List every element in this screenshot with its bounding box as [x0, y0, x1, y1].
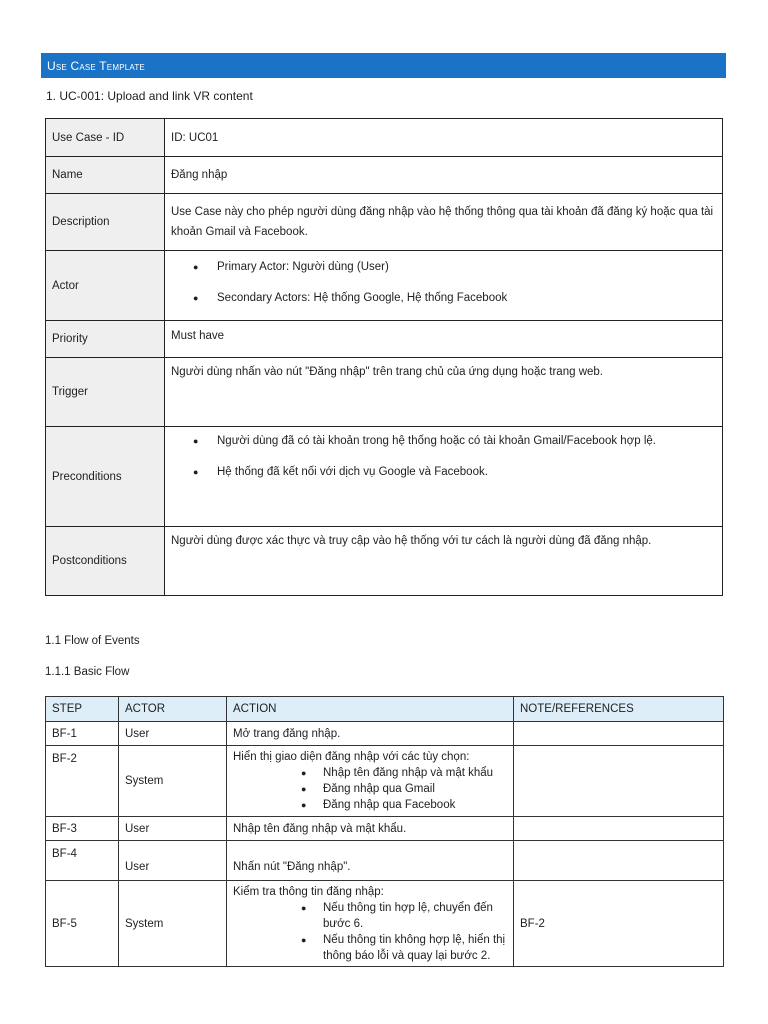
- step-cell: BF-5: [46, 881, 119, 967]
- table-row: [46, 321, 723, 358]
- note-cell: [514, 817, 724, 841]
- list-item: ● Nhập tên đăng nhập và mật khẩu: [323, 765, 507, 781]
- note-cell: BF-2: [514, 881, 724, 967]
- action-text: Hiển thị giao diện đăng nhập với các tùy chọn:: [233, 751, 470, 763]
- step-cell: BF-2: [46, 746, 119, 817]
- section-banner: Use Case Template: [41, 53, 726, 78]
- list-item: ● Nếu thông tin hợp lệ, chuyển đến bước 6.: [323, 900, 507, 932]
- table-header-row: [46, 697, 724, 722]
- action-cell: Nhập tên đăng nhập và mật khẩu.: [227, 817, 514, 841]
- table-row: [46, 119, 723, 157]
- description-label: Description: [46, 194, 165, 251]
- table-row: [46, 527, 723, 596]
- note-cell: [514, 841, 724, 881]
- actor-value: [165, 251, 723, 321]
- priority-value: Must have: [165, 321, 723, 358]
- note-cell: [514, 722, 724, 746]
- actor-cell: User: [119, 817, 227, 841]
- actor-label: Actor: [46, 251, 165, 321]
- priority-label: Priority: [46, 321, 165, 358]
- header-action: ACTION: [227, 697, 514, 722]
- action-cell: Nhấn nút "Đăng nhập".: [227, 841, 514, 881]
- table-row: [46, 251, 723, 321]
- table-row: [46, 358, 723, 427]
- list-item: ● Nếu thông tin không hợp lệ, hiển thị thông báo lỗi và quay lại bước 2.: [323, 932, 507, 964]
- header-actor: ACTOR: [119, 697, 227, 722]
- action-cell: [227, 746, 514, 817]
- action-cell: Mở trang đăng nhập.: [227, 722, 514, 746]
- trigger-label: Trigger: [46, 358, 165, 427]
- trigger-value: Người dùng nhấn vào nút "Đăng nhập" trên trang chủ của ứng dụng hoặc trang web.: [165, 358, 723, 427]
- table-row: [46, 881, 724, 967]
- list-item: ● Primary Actor: Người dùng (User): [217, 257, 716, 277]
- actor-cell: User: [119, 841, 227, 881]
- basic-flow-table: [45, 696, 724, 967]
- list-item: ● Secondary Actors: Hệ thống Google, Hệ thống Facebook: [217, 288, 716, 308]
- name-label: Name: [46, 157, 165, 194]
- note-cell: [514, 746, 724, 817]
- flow-of-events-heading: 1.1 Flow of Events: [45, 635, 140, 647]
- table-row: [46, 427, 723, 527]
- name-value: Đăng nhập: [165, 157, 723, 194]
- step-cell: BF-3: [46, 817, 119, 841]
- table-row: [46, 194, 723, 251]
- id-value: ID: UC01: [165, 119, 723, 157]
- actor-cell: System: [119, 746, 227, 817]
- table-row: [46, 746, 724, 817]
- postconditions-label: Postconditions: [46, 527, 165, 596]
- description-value: Use Case này cho phép người dùng đăng nhập vào hệ thống thông qua tài khoản đã đăng ký hoặc qua tài khoản Gmail và Facebook.: [165, 194, 723, 251]
- preconditions-label: Preconditions: [46, 427, 165, 527]
- basic-flow-heading: 1.1.1 Basic Flow: [45, 666, 130, 678]
- table-row: [46, 722, 724, 746]
- preconditions-value: [165, 427, 723, 527]
- id-label: Use Case - ID: [46, 119, 165, 157]
- actor-cell: User: [119, 722, 227, 746]
- step-cell: BF-4: [46, 841, 119, 881]
- action-cell: [227, 881, 514, 967]
- list-item: ● Người dùng đã có tài khoản trong hệ thống hoặc có tài khoản Gmail/Facebook hợp lệ.: [217, 431, 716, 451]
- header-note: NOTE/REFERENCES: [514, 697, 724, 722]
- action-text: Kiểm tra thông tin đăng nhập:: [233, 885, 384, 898]
- use-case-table: [45, 118, 723, 596]
- list-item: ● Đăng nhập qua Gmail: [323, 781, 507, 797]
- header-step: STEP: [46, 697, 119, 722]
- postconditions-value: Người dùng được xác thực và truy cập vào hệ thống với tư cách là người dùng đã đăng nhập.: [165, 527, 723, 596]
- table-row: [46, 817, 724, 841]
- list-item: ● Đăng nhập qua Facebook: [323, 797, 507, 813]
- use-case-heading: 1. UC-001: Upload and link VR content: [46, 89, 253, 103]
- table-row: [46, 157, 723, 194]
- list-item: ● Hệ thống đã kết nối với dịch vụ Google và Facebook.: [217, 462, 716, 482]
- actor-cell: System: [119, 881, 227, 967]
- table-row: [46, 841, 724, 881]
- step-cell: BF-1: [46, 722, 119, 746]
